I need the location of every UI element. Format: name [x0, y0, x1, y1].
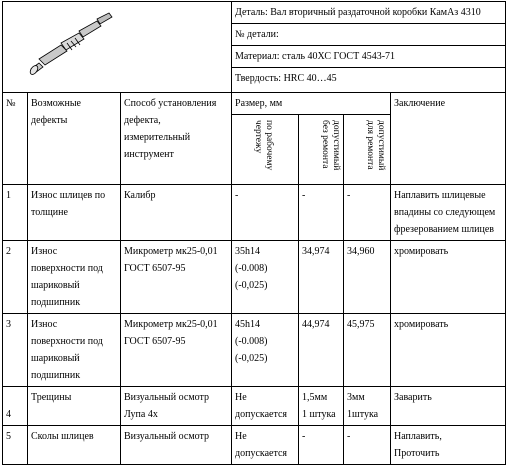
row-no-repair: -	[299, 185, 344, 241]
row-conclusion: Заварить	[391, 387, 506, 426]
defect-card-table	[2, 1, 506, 465]
row-drawing: Не допускается	[232, 426, 299, 465]
table-row	[3, 314, 506, 387]
row-defect: Износ поверхности под шариковый подшипник	[28, 314, 121, 387]
header-method: Способ установления дефекта, измерительный инструмент	[121, 93, 232, 185]
row-method: Визуальный осмотр	[121, 426, 232, 465]
header-allowed-no-repair	[299, 115, 344, 185]
row-method: Микрометр мк25-0,01 ГОСТ 6507-95	[121, 314, 232, 387]
header-conclusion: Заключение	[391, 93, 506, 185]
row-no-repair: -	[299, 426, 344, 465]
row-repair: 45,975	[344, 314, 391, 387]
table-row	[3, 241, 506, 314]
row-repair: 34,960	[344, 241, 391, 314]
row-drawing: -	[232, 185, 299, 241]
header-by-drawing	[232, 115, 299, 185]
table-row	[3, 387, 506, 426]
row-defect: Трещины	[28, 387, 121, 426]
hardness: Твердость: HRC 40…45	[232, 68, 506, 93]
row-method: Визуальный осмотр Лупа 4х	[121, 387, 232, 426]
header-num: №	[3, 93, 28, 185]
row-num: 3	[3, 314, 28, 387]
header-allowed-repair	[344, 115, 391, 185]
part-number: № детали:	[232, 24, 506, 46]
row-drawing: Не допускается	[232, 387, 299, 426]
row-repair: 3мм 1штука	[344, 387, 391, 426]
table-row	[3, 426, 506, 465]
row-defect: Износ поверхности под шариковый подшипник	[28, 241, 121, 314]
row-num: 4	[3, 387, 28, 426]
row-num: 2	[3, 241, 28, 314]
row-drawing: 45h14 (-0.008) (-0,025)	[232, 314, 299, 387]
header-allowed-repair-text: допустимый для ремонта	[365, 120, 387, 171]
header-defects: Возможные дефекты	[28, 93, 121, 185]
header-size: Размер, мм	[232, 93, 391, 115]
shaft-drawing-icon	[9, 3, 229, 83]
material: Материал: сталь 40ХС ГОСТ 4543-71	[232, 46, 506, 68]
header-allowed-no-repair-text: допустимый без ремонта	[320, 120, 342, 171]
row-num: 5	[3, 426, 28, 465]
row-num: 1	[3, 185, 28, 241]
table-row	[3, 185, 506, 241]
row-no-repair: 44,974	[299, 314, 344, 387]
row-repair: -	[344, 426, 391, 465]
row-defect: Сколы шлицев	[28, 426, 121, 465]
row-method: Микрометр мк25-0,01 ГОСТ 6507-95	[121, 241, 232, 314]
part-name: Деталь: Вал вторичный раздаточной коробки КамАз 4310	[232, 2, 506, 24]
row-conclusion: хромировать	[391, 314, 506, 387]
row-no-repair: 1,5мм 1 штука	[299, 387, 344, 426]
row-defect: Износ шлицев по толщине	[28, 185, 121, 241]
row-drawing: 35h14 (-0.008) (-0,025)	[232, 241, 299, 314]
row-no-repair: 34,974	[299, 241, 344, 314]
row-conclusion: Наплавить шлицевые впадины со следующем фрезерованием шлицев	[391, 185, 506, 241]
header-by-drawing-text: по рабочему чертежу	[253, 120, 275, 171]
row-repair: -	[344, 185, 391, 241]
part-drawing-cell	[3, 2, 232, 93]
row-conclusion: Наплавить, Проточить	[391, 426, 506, 465]
row-method: Калибр	[121, 185, 232, 241]
row-conclusion: хромировать	[391, 241, 506, 314]
